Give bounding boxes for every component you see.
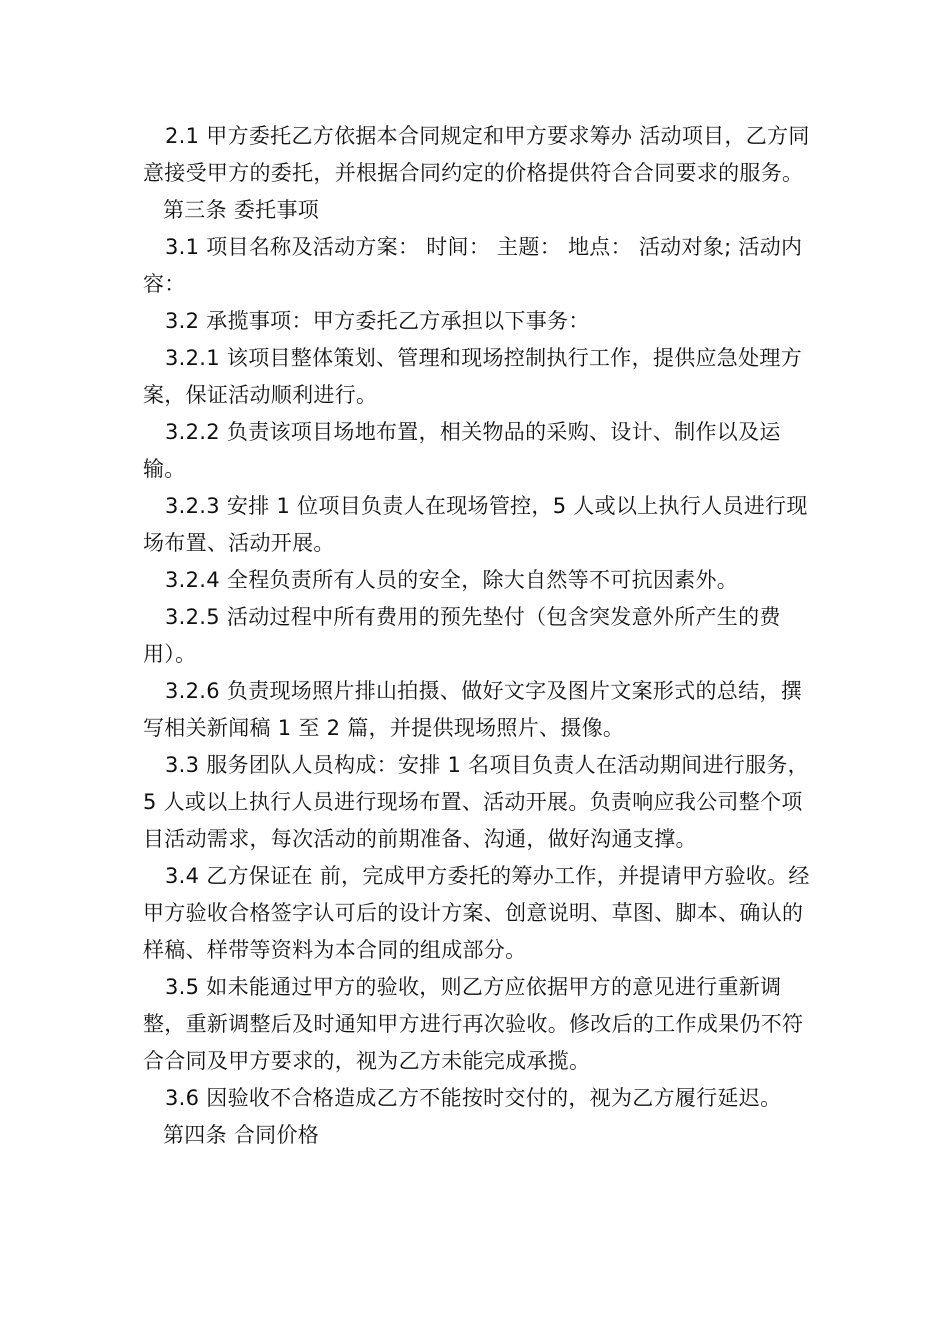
clause-3-2-2: 3.2.2 负责该项目场地布置，相关物品的采购、设计、制作以及运输。 <box>143 420 781 481</box>
contract-body <box>143 118 813 1154</box>
clause-2-1: 2.1 甲方委托乙方依据本合同规定和甲方要求筹办 活动项目，乙方同意接受甲方的委托，并根据合同约定的价格提供符合合同要求的服务。 <box>143 124 810 185</box>
clause-3-4: 3.4 乙方保证在 前，完成甲方委托的筹办工作，并提请甲方验收。经甲方验收合格签字认可后的设计方案、创意说明、草图、脚本、确认的样稿、样带等资料为本合同的组成部分。 <box>143 864 810 962</box>
clause-3-5: 3.5 如未能通过甲方的验收，则乙方应依据甲方的意见进行重新调整，重新调整后及时通知甲方进行再次验收。修改后的工作成果仍不符合合同及甲方要求的，视为乙方未能完成承揽。 <box>143 975 804 1073</box>
clause-3-2-6: 3.2.6 负责现场照片排山拍摄、做好文字及图片文案形式的总结，撰写相关新闻稿 1 至 2 篇，并提供现场照片、摄像。 <box>143 679 803 740</box>
article-3-heading: 第三条 委托事项 <box>163 198 320 222</box>
clause-3-2-3: 3.2.3 安排 1 位项目负责人在现场管控，5 人或以上执行人员进行现场布置、活动开展。 <box>143 494 808 555</box>
clause-3-2-1: 3.2.1 该项目整体策划、管理和现场控制执行工作，提供应急处理方案，保证活动顺利进行。 <box>143 346 803 407</box>
clause-3-2-5: 3.2.5 活动过程中所有费用的预先垫付（包含突发意外所产生的费用）。 <box>143 605 781 666</box>
clause-3-1: 3.1 项目名称及活动方案： 时间： 主题： 地点： 活动对象; 活动内容： <box>143 235 803 296</box>
article-4-heading: 第四条 合同价格 <box>163 1123 320 1147</box>
clause-3-6: 3.6 因验收不合格造成乙方不能按时交付的，视为乙方履行延迟。 <box>165 1086 782 1110</box>
clause-3-2-4: 3.2.4 全程负责所有人员的安全，除大自然等不可抗因素外。 <box>165 568 739 592</box>
clause-3-2: 3.2 承揽事项：甲方委托乙方承担以下事务： <box>165 309 590 333</box>
clause-3-3: 3.3 服务团队人员构成：安排 1 名项目负责人在活动期间进行服务，5 人或以上执行人员进行现场布置、活动开展。负责响应我公司整个项目活动需求，每次活动的前期准备、沟通，做好沟通支撑。 <box>143 753 809 851</box>
